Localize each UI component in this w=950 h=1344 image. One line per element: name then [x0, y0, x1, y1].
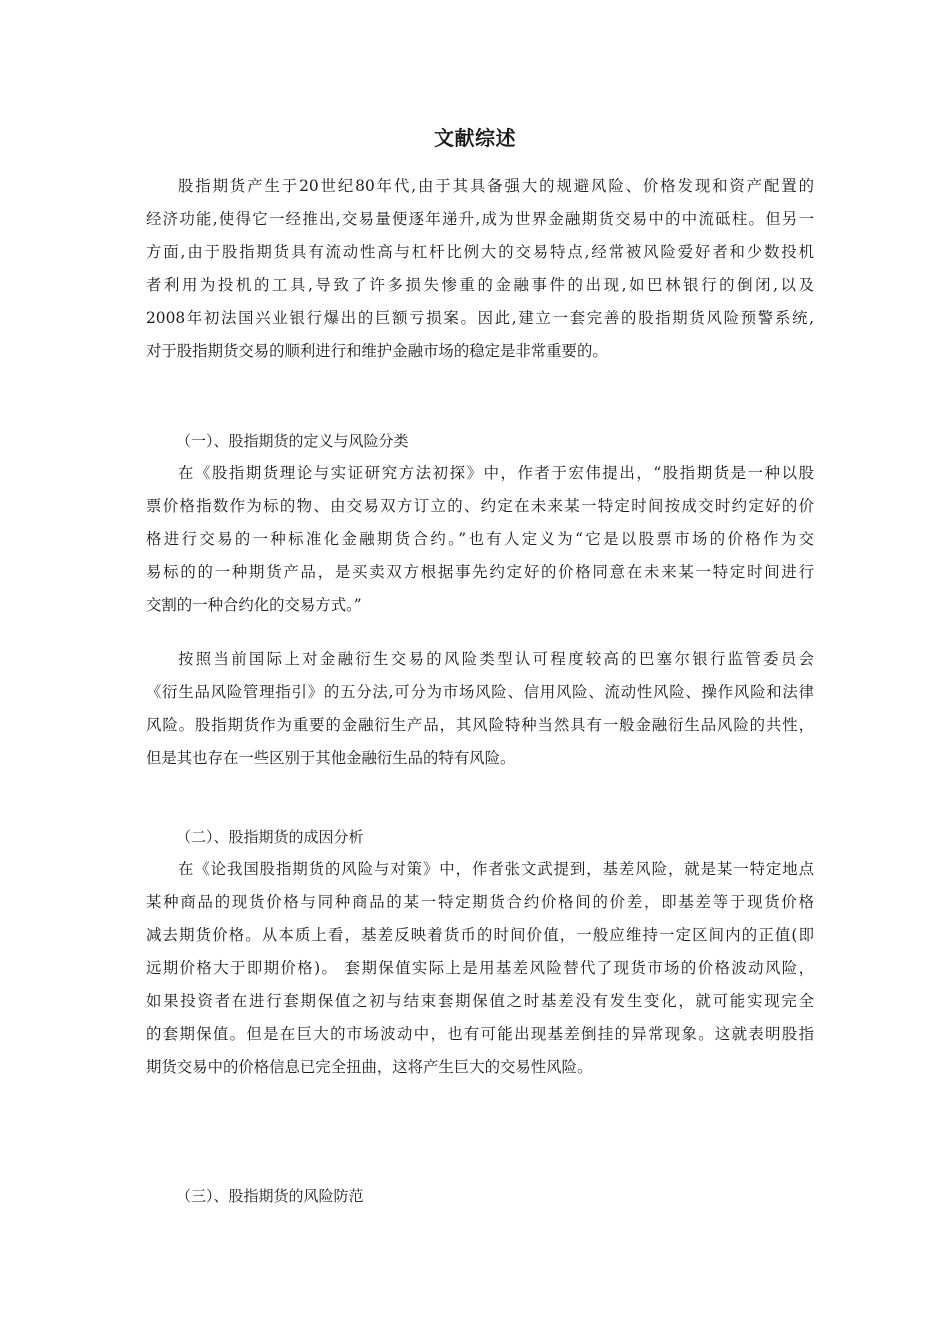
paragraph-intro [146, 170, 814, 368]
text-line: 经济功能,使得它一经推出,交易量便逐年递升,成为世界金融期货交易中的中流砥柱。但另一 [146, 210, 814, 228]
text-line: 某种商品的现货价格与同种商品的某一特定期货合约价格间的价差，即基差等于现货价格 [146, 893, 814, 911]
paragraph-risk-classification [146, 643, 814, 775]
text-line: 减去期货价格。从本质上看，基差反映着货币的时间价值，一般应维持一定区间内的正值(即 [146, 926, 814, 944]
text-line: 2008年初法国兴业银行爆出的巨额亏损案。因此,建立一套完善的股指期货风险预警系统, [146, 309, 814, 327]
section-heading-1: （一）、股指期货的定义与风险分类 [176, 432, 409, 450]
section-heading-2: （二）、股指期货的成因分析 [176, 828, 364, 846]
text-line: 但是其也存在一些区别于其他金融衍生品的特有风险。 [146, 749, 516, 767]
text-line: 交割的一种合约化的交易方式。” [146, 596, 362, 614]
paragraph-definition [146, 457, 814, 622]
text-line: 按照当前国际上对金融衍生交易的风险类型认可程度较高的巴塞尔银行监管委员会 [178, 650, 814, 668]
text-line: 票价格指数作为标的物、由交易双方订立的、约定在未来某一特定时间按成交时约定好的价 [146, 497, 814, 515]
text-line: 方面,由于股指期货具有流动性高与杠杆比例大的交易特点,经常被风险爱好者和少数投机 [146, 243, 814, 261]
text-line: 者利用为投机的工具,导致了许多损失惨重的金融事件的出现,如巴林银行的倒闭,以及 [146, 276, 814, 294]
text-line: 的套期保值。但是在巨大的市场波动中，也有可能出现基差倒挂的异常现象。这就表明股指 [146, 1025, 814, 1043]
text-line: 如果投资者在进行套期保值之初与结束套期保值之时基差没有发生变化，就可能实现完全 [146, 992, 814, 1010]
text-line: 易标的的一种期货产品，是买卖双方根据事先约定好的价格同意在未来某一特定时间进行 [146, 563, 814, 581]
text-line: 在《股指期货理论与实证研究方法初探》中，作者于宏伟提出，“股指期货是一种以股 [178, 464, 814, 482]
document-title: 文献综述 [434, 126, 516, 150]
paragraph-basis-risk [146, 853, 814, 1084]
text-line: 风险。股指期货作为重要的金融衍生产品，其风险特种当然具有一般金融衍生品风险的共性， [146, 716, 814, 734]
section-heading-3: （三）、股指期货的风险防范 [176, 1187, 364, 1205]
text-line: 格进行交易的一种标准化金融期货合约。”也有人定义为“它是以股票市场的价格作为交 [146, 530, 814, 548]
text-line: 股指期货产生于20世纪80年代,由于其具备强大的规避风险、价格发现和资产配置的 [178, 177, 814, 195]
text-line: 期货交易中的价格信息已完全扭曲，这将产生巨大的交易性风险。 [146, 1058, 593, 1076]
text-line: 在《论我国股指期货的风险与对策》中，作者张文武提到，基差风险，就是某一特定地点 [178, 860, 814, 878]
text-line: 对于股指期货交易的顺利进行和维护金融市场的稳定是非常重要的。 [146, 342, 608, 360]
text-line: 《衍生品风险管理指引》的五分法,可分为市场风险、信用风险、流动性风险、操作风险和法律 [146, 683, 814, 701]
text-line: 远期价格大于即期价格)。 套期保值实际上是用基差风险替代了现货市场的价格波动风险， [146, 959, 814, 977]
